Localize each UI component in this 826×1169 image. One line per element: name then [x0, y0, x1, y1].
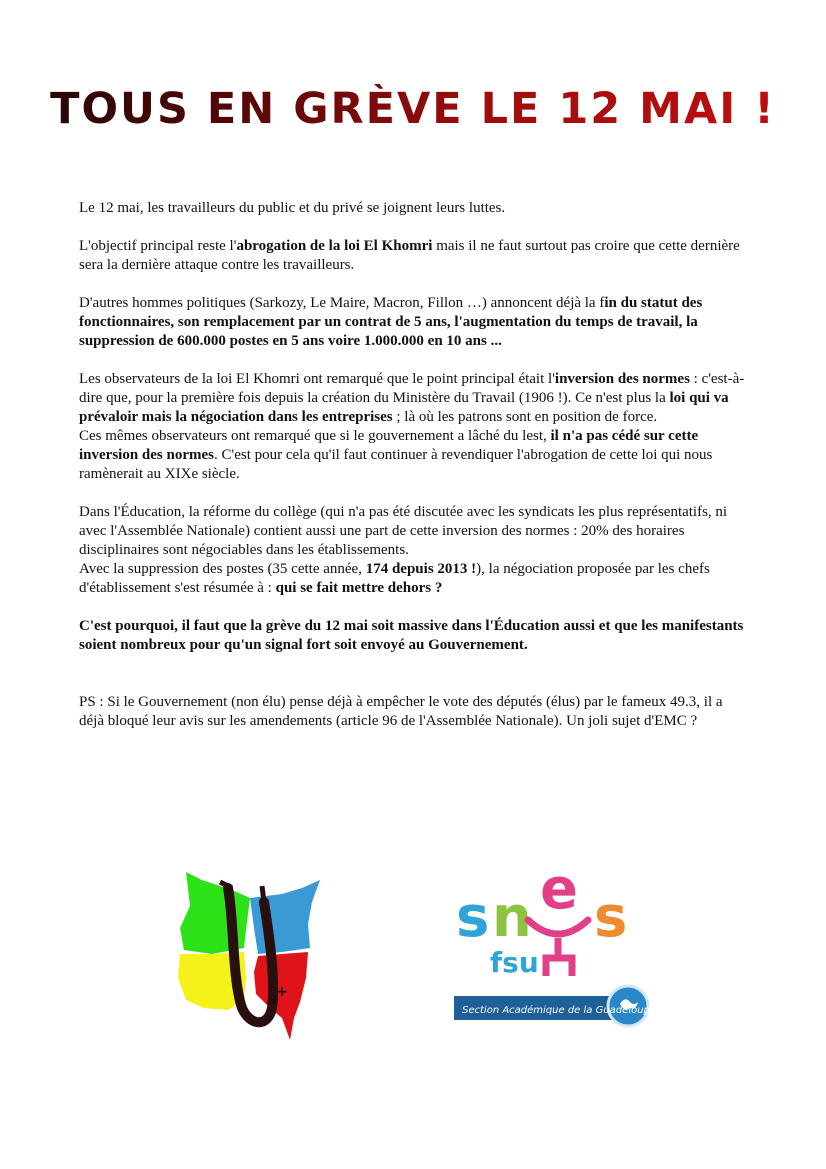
- paragraph-politicians: [79, 294, 751, 351]
- bold-span: abrogation de la loi El Khomri: [236, 238, 433, 254]
- text-span: Les observateurs de la loi El Khomri ont remarqué que le point principal était l': [79, 371, 555, 387]
- bold-span: 174 depuis 2013 !: [365, 561, 477, 577]
- bold-span: inversion des normes: [554, 371, 690, 387]
- paragraph-conclusion: [79, 617, 751, 655]
- text-span: Le 12 mai, les travailleurs du public et du privé se joignent leurs luttes.: [79, 200, 506, 216]
- paragraph-ps: [79, 693, 751, 731]
- svg-text:+: +: [276, 984, 288, 1000]
- text-span: ; là où les patrons sont en position de force.: [392, 409, 658, 425]
- text-span: . C'est pour cela qu'il faut continuer à revendiquer l'abrogation de cette loi qui nous ramènerait au XIXe siècle.: [79, 447, 713, 482]
- paragraph-observers: [79, 370, 751, 427]
- text-span: D'autres hommes politiques (Sarkozy, Le Maire, Macron, Fillon …) annoncent déjà la f: [79, 295, 605, 311]
- snes-s2-letter: s: [594, 885, 628, 950]
- fsu-text: fsu: [490, 946, 539, 979]
- snes-e-letter: e: [540, 858, 578, 922]
- bold-span: il n'a pas cédé sur cette inversion des normes: [79, 428, 699, 463]
- snes-s1-letter: s: [456, 885, 490, 950]
- body-text: [79, 199, 751, 750]
- text-span: : c'est-à-dire que, pour la première fois depuis la création du Ministère du Travail (1906 !). Ce n'est plus la: [79, 371, 745, 406]
- svg-text:+: +: [268, 992, 280, 1008]
- paragraph-education: [79, 503, 751, 560]
- text-span: mais il ne faut surtout pas croire que cette dernière sera la dernière attaque contre les travailleurs.: [79, 238, 740, 273]
- text-span: ), la négociation proposée par les chefs d'établissement s'est résumée à :: [79, 561, 710, 596]
- paragraph-same-observers: [79, 427, 751, 484]
- snes-fsu-logo-icon: [448, 858, 658, 1038]
- text-span: Avec la suppression des postes (35 cette année,: [79, 561, 366, 577]
- paragraph-intro: [79, 199, 751, 218]
- text-span: Dans l'Éducation, la réforme du collège (qui n'a pas été discutée avec les syndicats les plus représentatifs, ni avec l'Assemblée Nationale) contient aussi une part de cette inversion des normes : 20% des horaires disciplinaires sont négociables dans les établissements.: [79, 504, 728, 558]
- banner-text: Section Académique de la Guadeloupe: [462, 1005, 657, 1016]
- text-span: L'objectif principal reste l': [79, 238, 237, 254]
- bold-span: loi qui va prévaloir mais la négociation dans les entreprises: [79, 390, 729, 425]
- bold-span: C'est pourquoi, il faut que la grève du 12 mai soit massive dans l'Éducation aussi et que les manifestants soient nombreux pour qu'un signal fort soit envoyé au Gouvernement.: [79, 618, 744, 653]
- text-span: Ces mêmes observateurs ont remarqué que si le gouvernement a lâché du lest,: [79, 428, 551, 444]
- snes-n-letter: n: [492, 885, 532, 950]
- text-span: PS : Si le Gouvernement (non élu) pense déjà à empêcher le vote des députés (élus) par le fameux 49.3, il a déjà bloqué leur avis sur les amendements (article 96 de l'Assemblée Nationale). Un joli sujet d'EMC ?: [79, 694, 723, 729]
- union-logo-icon: [172, 868, 328, 1048]
- paragraph-objective: [79, 237, 751, 275]
- bold-span: in du statut des fonctionnaires, son remplacement par un contrat de 5 ans, l'augmentation du temps de travail, la suppression de 600.000 postes en 5 ans voire 1.000.000 en 10 ans ...: [79, 295, 703, 349]
- paragraph-posts: [79, 560, 751, 598]
- snes-fsu-logo-svg: [448, 858, 658, 1038]
- bold-span: qui se fait mettre dehors ?: [275, 580, 443, 596]
- union-logo-svg: [172, 868, 328, 1048]
- page-title: TOUS EN GRÈVE LE 12 MAI !: [0, 84, 826, 134]
